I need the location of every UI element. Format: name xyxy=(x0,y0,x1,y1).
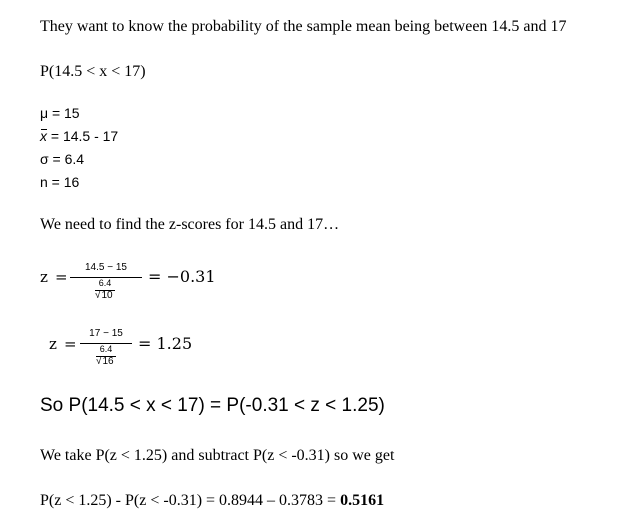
eq2-z: z xyxy=(49,335,57,353)
eq2-sqrt xyxy=(96,356,115,367)
sqrt-icon: √ xyxy=(96,356,102,367)
given-n: n = 16 xyxy=(40,174,80,190)
eq2-sqrt-value: 16 xyxy=(102,356,114,367)
eq1-equals: = xyxy=(55,268,68,286)
take-line: We take P(z < 1.25) and subtract P(z < -0.31) so we get xyxy=(40,447,395,464)
final-line xyxy=(40,492,384,510)
given-sigma: σ = 6.4 xyxy=(40,151,85,167)
eq1-inner-numerator: 6.4 xyxy=(98,278,112,288)
xbar-symbol: x xyxy=(40,128,47,144)
sqrt-icon: √ xyxy=(95,290,101,301)
so-line xyxy=(40,395,385,417)
final-text: P(z < 1.25) - P(z < -0.31) = 0.8944 – 0.3783 = xyxy=(40,492,341,509)
intro-text: They want to know the probability of the sample mean being between 14.5 and 17 xyxy=(40,18,567,35)
eq1-numerator: 14.5 − 15 xyxy=(85,262,127,273)
eq2-result: = 1.25 xyxy=(138,334,193,353)
eq2-inner-numerator: 6.4 xyxy=(99,344,113,354)
probability-statement: P(14.5 < x < 17) xyxy=(40,63,146,80)
given-xbar xyxy=(40,128,118,144)
eq1-sqrt xyxy=(95,290,114,301)
final-answer: 0.5161 xyxy=(340,492,385,509)
eq2-numerator: 17 − 15 xyxy=(89,328,123,339)
xbar-value: = 14.5 - 17 xyxy=(47,128,119,144)
eq1-result: = −0.31 xyxy=(148,267,216,286)
given-mu: μ = 15 xyxy=(40,105,80,121)
so-line-text: So P(14.5 < x < 17) = P(-0.31 < z < 1.25) xyxy=(40,395,385,416)
need-z-text: We need to find the z-scores for 14.5 and 17… xyxy=(40,216,340,233)
eq1-z: z xyxy=(40,268,48,286)
eq2-equals: = xyxy=(64,335,77,353)
eq1-sqrt-value: 10 xyxy=(101,290,113,301)
